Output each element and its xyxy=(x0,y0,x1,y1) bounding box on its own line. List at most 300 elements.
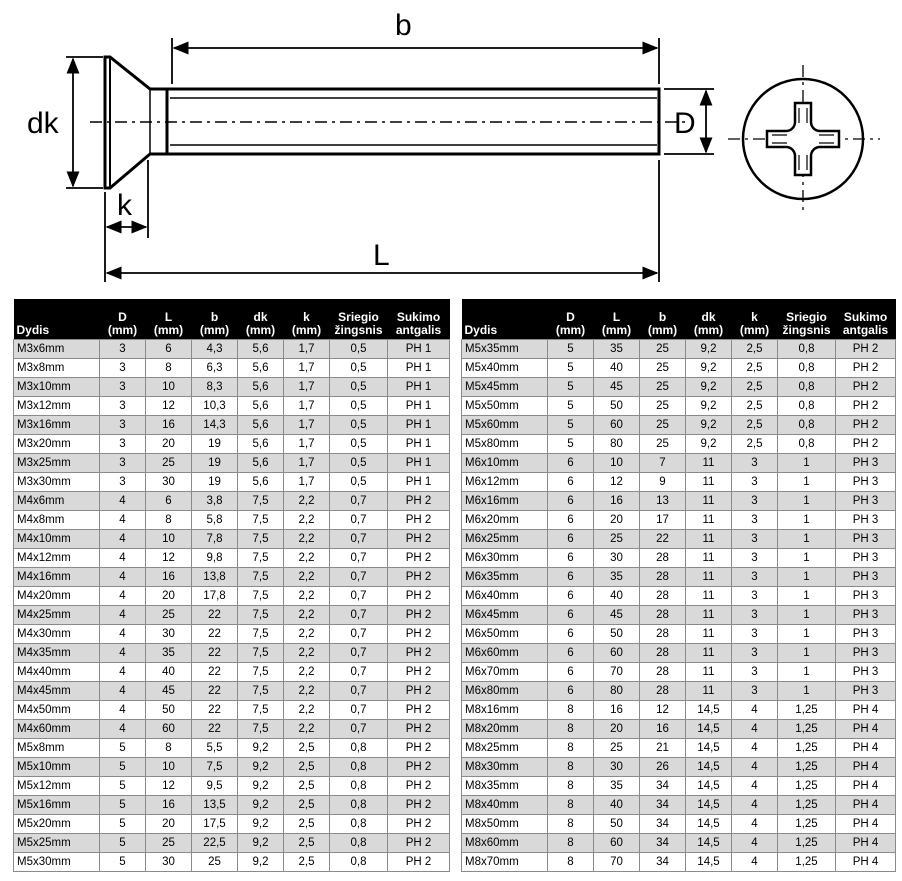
table-row xyxy=(462,625,896,644)
cell-d: 6 xyxy=(548,568,594,587)
cell-thread-pitch: 1 xyxy=(778,511,836,530)
cell-b: 13,8 xyxy=(192,568,238,587)
table-row xyxy=(462,701,896,720)
cell-d: 4 xyxy=(100,663,146,682)
cell-dk: 7,5 xyxy=(238,720,284,739)
cell-size: M5x25mm xyxy=(14,834,100,853)
cell-d: 3 xyxy=(100,378,146,397)
cell-l: 50 xyxy=(594,397,640,416)
cell-thread-pitch: 1,25 xyxy=(778,853,836,872)
cell-thread-pitch: 1 xyxy=(778,530,836,549)
table-row xyxy=(462,739,896,758)
column-header-line: k xyxy=(303,310,310,324)
cell-size: M5x50mm xyxy=(462,397,548,416)
cell-thread-pitch: 1,25 xyxy=(778,796,836,815)
cell-dk: 9,2 xyxy=(686,435,732,454)
cell-l: 30 xyxy=(146,853,192,872)
dimension-label-L: L xyxy=(373,239,390,272)
cell-drive: PH 2 xyxy=(836,416,896,435)
cell-k: 3 xyxy=(732,606,778,625)
cell-d: 8 xyxy=(548,796,594,815)
cell-b: 28 xyxy=(640,644,686,663)
cell-dk: 7,5 xyxy=(238,568,284,587)
cell-b: 22 xyxy=(192,663,238,682)
cell-thread-pitch: 1,25 xyxy=(778,815,836,834)
cell-d: 6 xyxy=(548,549,594,568)
cell-b: 22,5 xyxy=(192,834,238,853)
cell-b: 34 xyxy=(640,777,686,796)
cell-k: 1,7 xyxy=(284,454,330,473)
table-row xyxy=(462,663,896,682)
column-header-line: žingsnis xyxy=(782,323,831,337)
cell-l: 30 xyxy=(594,758,640,777)
cell-l: 50 xyxy=(594,625,640,644)
cell-l: 60 xyxy=(594,416,640,435)
cell-size: M6x45mm xyxy=(462,606,548,625)
cell-thread-pitch: 0,7 xyxy=(330,663,388,682)
cell-size: M4x10mm xyxy=(14,530,100,549)
cell-dk: 11 xyxy=(686,568,732,587)
cell-drive: PH 2 xyxy=(388,587,450,606)
cell-d: 4 xyxy=(100,644,146,663)
cell-thread-pitch: 0,5 xyxy=(330,454,388,473)
cell-drive: PH 3 xyxy=(836,587,896,606)
cell-b: 28 xyxy=(640,587,686,606)
cell-thread-pitch: 0,7 xyxy=(330,568,388,587)
cell-l: 70 xyxy=(594,853,640,872)
cell-thread-pitch: 1,25 xyxy=(778,758,836,777)
cell-size: M3x8mm xyxy=(14,359,100,378)
table-row xyxy=(14,682,450,701)
cell-b: 17 xyxy=(640,511,686,530)
cell-l: 12 xyxy=(594,473,640,492)
cell-k: 3 xyxy=(732,454,778,473)
cell-l: 35 xyxy=(594,777,640,796)
cell-l: 45 xyxy=(146,682,192,701)
cell-d: 4 xyxy=(100,625,146,644)
cell-thread-pitch: 0,8 xyxy=(778,378,836,397)
table-row xyxy=(14,777,450,796)
cell-l: 25 xyxy=(146,834,192,853)
cell-d: 6 xyxy=(548,492,594,511)
column-header-line: antgalis xyxy=(395,323,442,337)
cell-k: 1,7 xyxy=(284,359,330,378)
table-row xyxy=(462,492,896,511)
cell-size: M3x16mm xyxy=(14,416,100,435)
cell-b: 19 xyxy=(192,473,238,492)
table-row xyxy=(14,530,450,549)
cell-k: 2,5 xyxy=(732,378,778,397)
cell-l: 10 xyxy=(146,530,192,549)
cell-dk: 5,6 xyxy=(238,378,284,397)
screw-side-view xyxy=(90,57,690,188)
cell-l: 40 xyxy=(594,359,640,378)
cell-size: M5x40mm xyxy=(462,359,548,378)
cell-l: 30 xyxy=(146,473,192,492)
cell-drive: PH 2 xyxy=(388,568,450,587)
cell-drive: PH 2 xyxy=(836,435,896,454)
cell-d: 6 xyxy=(548,606,594,625)
cell-dk: 14,5 xyxy=(686,701,732,720)
cell-drive: PH 1 xyxy=(388,378,450,397)
cell-l: 16 xyxy=(594,492,640,511)
cell-k: 2,5 xyxy=(732,359,778,378)
cell-l: 25 xyxy=(146,454,192,473)
cell-dk: 5,6 xyxy=(238,454,284,473)
cell-dk: 9,2 xyxy=(686,397,732,416)
cell-k: 4 xyxy=(732,739,778,758)
column-header-line: Sukimo xyxy=(396,310,441,324)
cell-drive: PH 2 xyxy=(388,606,450,625)
column-header-line: b xyxy=(658,310,667,324)
cell-size: M4x40mm xyxy=(14,663,100,682)
table-row xyxy=(14,663,450,682)
cell-b: 22 xyxy=(192,644,238,663)
cell-k: 3 xyxy=(732,530,778,549)
cell-thread-pitch: 0,7 xyxy=(330,511,388,530)
cell-thread-pitch: 0,7 xyxy=(330,625,388,644)
cell-drive: PH 2 xyxy=(388,492,450,511)
cell-size: M6x25mm xyxy=(462,530,548,549)
cell-drive: PH 2 xyxy=(388,530,450,549)
cell-k: 2,2 xyxy=(284,549,330,568)
cell-b: 25 xyxy=(640,359,686,378)
cell-size: M5x10mm xyxy=(14,758,100,777)
cell-k: 4 xyxy=(732,720,778,739)
column-header-b xyxy=(640,299,686,340)
cell-drive: PH 2 xyxy=(388,815,450,834)
column-header-line: (mm) xyxy=(153,323,184,337)
cell-l: 8 xyxy=(146,511,192,530)
cell-b: 22 xyxy=(192,625,238,644)
cell-drive: PH 1 xyxy=(388,435,450,454)
cell-l: 8 xyxy=(146,739,192,758)
table-row xyxy=(14,853,450,872)
table-row xyxy=(14,720,450,739)
cell-thread-pitch: 0,7 xyxy=(330,644,388,663)
table-row xyxy=(462,758,896,777)
cell-thread-pitch: 0,5 xyxy=(330,416,388,435)
column-header-line: dk xyxy=(701,310,716,324)
cell-drive: PH 3 xyxy=(836,454,896,473)
cell-k: 2,2 xyxy=(284,720,330,739)
cell-drive: PH 1 xyxy=(388,340,450,359)
cell-b: 7,5 xyxy=(192,758,238,777)
cell-drive: PH 4 xyxy=(836,796,896,815)
cell-drive: PH 2 xyxy=(836,397,896,416)
cell-dk: 14,5 xyxy=(686,777,732,796)
cell-b: 25 xyxy=(640,416,686,435)
table-row xyxy=(462,834,896,853)
cell-size: M3x10mm xyxy=(14,378,100,397)
cell-drive: PH 2 xyxy=(388,644,450,663)
cell-thread-pitch: 0,8 xyxy=(778,359,836,378)
column-header-line: (mm) xyxy=(555,323,586,337)
cell-drive: PH 3 xyxy=(836,625,896,644)
table-row xyxy=(14,739,450,758)
cell-k: 3 xyxy=(732,568,778,587)
cell-drive: PH 3 xyxy=(836,492,896,511)
cell-drive: PH 3 xyxy=(836,530,896,549)
cell-drive: PH 2 xyxy=(388,682,450,701)
cell-d: 6 xyxy=(548,530,594,549)
cell-size: M8x70mm xyxy=(462,853,548,872)
table-row xyxy=(14,340,450,359)
cell-k: 3 xyxy=(732,492,778,511)
cell-d: 5 xyxy=(548,397,594,416)
cell-size: M6x50mm xyxy=(462,625,548,644)
cell-size: M6x60mm xyxy=(462,644,548,663)
table-row xyxy=(14,549,450,568)
cell-k: 2,2 xyxy=(284,511,330,530)
table-row xyxy=(14,378,450,397)
column-header-line: b xyxy=(210,310,219,324)
cell-l: 30 xyxy=(594,549,640,568)
cell-size: M8x60mm xyxy=(462,834,548,853)
cell-k: 2,2 xyxy=(284,587,330,606)
cell-dk: 7,5 xyxy=(238,682,284,701)
cell-b: 22 xyxy=(192,606,238,625)
cell-d: 8 xyxy=(548,758,594,777)
cell-size: M3x20mm xyxy=(14,435,100,454)
cell-b: 9,8 xyxy=(192,549,238,568)
cell-b: 4,3 xyxy=(192,340,238,359)
cell-k: 4 xyxy=(732,758,778,777)
column-header-line: (mm) xyxy=(739,323,770,337)
cell-dk: 14,5 xyxy=(686,796,732,815)
cell-dk: 14,5 xyxy=(686,758,732,777)
cell-l: 6 xyxy=(146,340,192,359)
cell-dk: 7,5 xyxy=(238,549,284,568)
column-header-line: L xyxy=(164,310,173,324)
cell-l: 30 xyxy=(146,625,192,644)
cell-b: 22 xyxy=(192,701,238,720)
cell-dk: 9,2 xyxy=(238,739,284,758)
cell-d: 5 xyxy=(100,853,146,872)
cell-dk: 7,5 xyxy=(238,625,284,644)
cell-thread-pitch: 0,8 xyxy=(778,397,836,416)
cell-k: 3 xyxy=(732,511,778,530)
cell-size: M8x40mm xyxy=(462,796,548,815)
cell-dk: 11 xyxy=(686,473,732,492)
cell-dk: 11 xyxy=(686,663,732,682)
cell-drive: PH 3 xyxy=(836,606,896,625)
cell-dk: 5,6 xyxy=(238,340,284,359)
cell-k: 2,2 xyxy=(284,625,330,644)
cell-b: 3,8 xyxy=(192,492,238,511)
cell-k: 3 xyxy=(732,682,778,701)
cell-d: 6 xyxy=(548,663,594,682)
cell-l: 20 xyxy=(146,587,192,606)
cell-b: 34 xyxy=(640,853,686,872)
cell-drive: PH 4 xyxy=(836,701,896,720)
cell-b: 25 xyxy=(640,378,686,397)
cell-l: 16 xyxy=(146,416,192,435)
cell-drive: PH 2 xyxy=(388,511,450,530)
cell-size: M4x50mm xyxy=(14,701,100,720)
cell-drive: PH 1 xyxy=(388,397,450,416)
cell-d: 4 xyxy=(100,511,146,530)
cell-dk: 9,2 xyxy=(686,359,732,378)
cell-k: 4 xyxy=(732,701,778,720)
cell-size: M5x8mm xyxy=(14,739,100,758)
cell-dk: 11 xyxy=(686,644,732,663)
cell-d: 5 xyxy=(548,416,594,435)
cell-size: M5x60mm xyxy=(462,416,548,435)
cell-size: M6x10mm xyxy=(462,454,548,473)
cell-dk: 11 xyxy=(686,492,732,511)
table-row xyxy=(14,359,450,378)
cell-b: 5,5 xyxy=(192,739,238,758)
cell-thread-pitch: 1 xyxy=(778,682,836,701)
cell-k: 2,2 xyxy=(284,663,330,682)
cell-k: 2,2 xyxy=(284,606,330,625)
cell-k: 2,2 xyxy=(284,492,330,511)
cell-size: M5x16mm xyxy=(14,796,100,815)
cell-l: 16 xyxy=(594,701,640,720)
cell-l: 25 xyxy=(594,739,640,758)
cell-size: M5x30mm xyxy=(14,853,100,872)
cell-dk: 11 xyxy=(686,625,732,644)
table-row xyxy=(462,606,896,625)
cell-thread-pitch: 1 xyxy=(778,663,836,682)
cell-dk: 9,2 xyxy=(686,416,732,435)
column-header-line: Dydis xyxy=(16,323,50,337)
cell-thread-pitch: 0,7 xyxy=(330,606,388,625)
cell-dk: 9,2 xyxy=(238,834,284,853)
cell-k: 2,5 xyxy=(284,853,330,872)
cell-k: 2,5 xyxy=(284,739,330,758)
cell-d: 6 xyxy=(548,454,594,473)
cell-k: 4 xyxy=(732,834,778,853)
cell-l: 40 xyxy=(594,587,640,606)
cell-l: 8 xyxy=(146,359,192,378)
cell-l: 80 xyxy=(594,682,640,701)
cell-drive: PH 1 xyxy=(388,416,450,435)
cell-thread-pitch: 0,5 xyxy=(330,378,388,397)
cell-k: 2,2 xyxy=(284,701,330,720)
column-header-thread-pitch xyxy=(330,299,388,340)
cell-dk: 5,6 xyxy=(238,435,284,454)
cell-l: 10 xyxy=(146,758,192,777)
cell-b: 26 xyxy=(640,758,686,777)
cell-k: 2,5 xyxy=(732,397,778,416)
cell-l: 20 xyxy=(594,720,640,739)
cell-k: 2,5 xyxy=(732,416,778,435)
cell-k: 2,5 xyxy=(732,340,778,359)
column-header-thread-pitch xyxy=(778,299,836,340)
cell-dk: 7,5 xyxy=(238,530,284,549)
cell-thread-pitch: 0,5 xyxy=(330,397,388,416)
cell-k: 3 xyxy=(732,644,778,663)
cell-d: 3 xyxy=(100,473,146,492)
cell-dk: 9,2 xyxy=(238,777,284,796)
dimension-label-dk: dk xyxy=(27,107,59,140)
cell-b: 28 xyxy=(640,625,686,644)
column-header-line: Sukimo xyxy=(843,310,888,324)
column-header-line: (mm) xyxy=(647,323,678,337)
cell-drive: PH 2 xyxy=(836,378,896,397)
cell-l: 10 xyxy=(594,454,640,473)
cell-dk: 7,5 xyxy=(238,663,284,682)
cell-dk: 5,6 xyxy=(238,359,284,378)
cell-k: 2,5 xyxy=(732,435,778,454)
cell-drive: PH 2 xyxy=(388,853,450,872)
cell-size: M6x16mm xyxy=(462,492,548,511)
cell-l: 12 xyxy=(146,397,192,416)
cell-drive: PH 4 xyxy=(836,834,896,853)
cell-drive: PH 3 xyxy=(836,549,896,568)
cell-b: 9 xyxy=(640,473,686,492)
cell-thread-pitch: 0,5 xyxy=(330,435,388,454)
cell-dk: 11 xyxy=(686,454,732,473)
column-header-drive xyxy=(388,299,450,340)
cell-thread-pitch: 1,25 xyxy=(778,720,836,739)
table-header-row xyxy=(14,299,450,340)
table-row xyxy=(14,625,450,644)
column-header-line: dk xyxy=(253,310,268,324)
cell-d: 5 xyxy=(100,796,146,815)
table-row xyxy=(14,834,450,853)
cell-l: 20 xyxy=(594,511,640,530)
table-row xyxy=(462,796,896,815)
column-header-b xyxy=(192,299,238,340)
cell-b: 17,5 xyxy=(192,815,238,834)
cell-drive: PH 2 xyxy=(388,663,450,682)
cell-drive: PH 4 xyxy=(836,777,896,796)
table-row xyxy=(462,454,896,473)
cell-b: 28 xyxy=(640,682,686,701)
cell-drive: PH 4 xyxy=(836,739,896,758)
cell-k: 1,7 xyxy=(284,416,330,435)
cell-k: 4 xyxy=(732,853,778,872)
cell-drive: PH 3 xyxy=(836,682,896,701)
cell-b: 28 xyxy=(640,549,686,568)
cell-thread-pitch: 1,25 xyxy=(778,834,836,853)
table-row xyxy=(14,701,450,720)
cell-drive: PH 2 xyxy=(388,796,450,815)
cell-d: 4 xyxy=(100,682,146,701)
column-header-dk xyxy=(238,299,284,340)
table-row xyxy=(462,397,896,416)
cell-d: 6 xyxy=(548,511,594,530)
cell-drive: PH 2 xyxy=(388,739,450,758)
cell-size: M8x25mm xyxy=(462,739,548,758)
cell-b: 6,3 xyxy=(192,359,238,378)
cell-size: M4x45mm xyxy=(14,682,100,701)
table-row xyxy=(462,568,896,587)
cell-b: 12 xyxy=(640,701,686,720)
table-row xyxy=(462,378,896,397)
cell-d: 3 xyxy=(100,340,146,359)
cell-size: M4x6mm xyxy=(14,492,100,511)
cell-size: M6x30mm xyxy=(462,549,548,568)
cell-size: M4x16mm xyxy=(14,568,100,587)
cell-size: M5x80mm xyxy=(462,435,548,454)
cell-b: 19 xyxy=(192,454,238,473)
cell-drive: PH 3 xyxy=(836,511,896,530)
cell-drive: PH 2 xyxy=(388,625,450,644)
cell-thread-pitch: 1 xyxy=(778,644,836,663)
cell-thread-pitch: 1 xyxy=(778,606,836,625)
table-row xyxy=(14,492,450,511)
cell-thread-pitch: 0,7 xyxy=(330,587,388,606)
cell-b: 25 xyxy=(640,340,686,359)
cell-k: 1,7 xyxy=(284,340,330,359)
cell-d: 4 xyxy=(100,701,146,720)
cell-b: 10,3 xyxy=(192,397,238,416)
cell-k: 3 xyxy=(732,549,778,568)
